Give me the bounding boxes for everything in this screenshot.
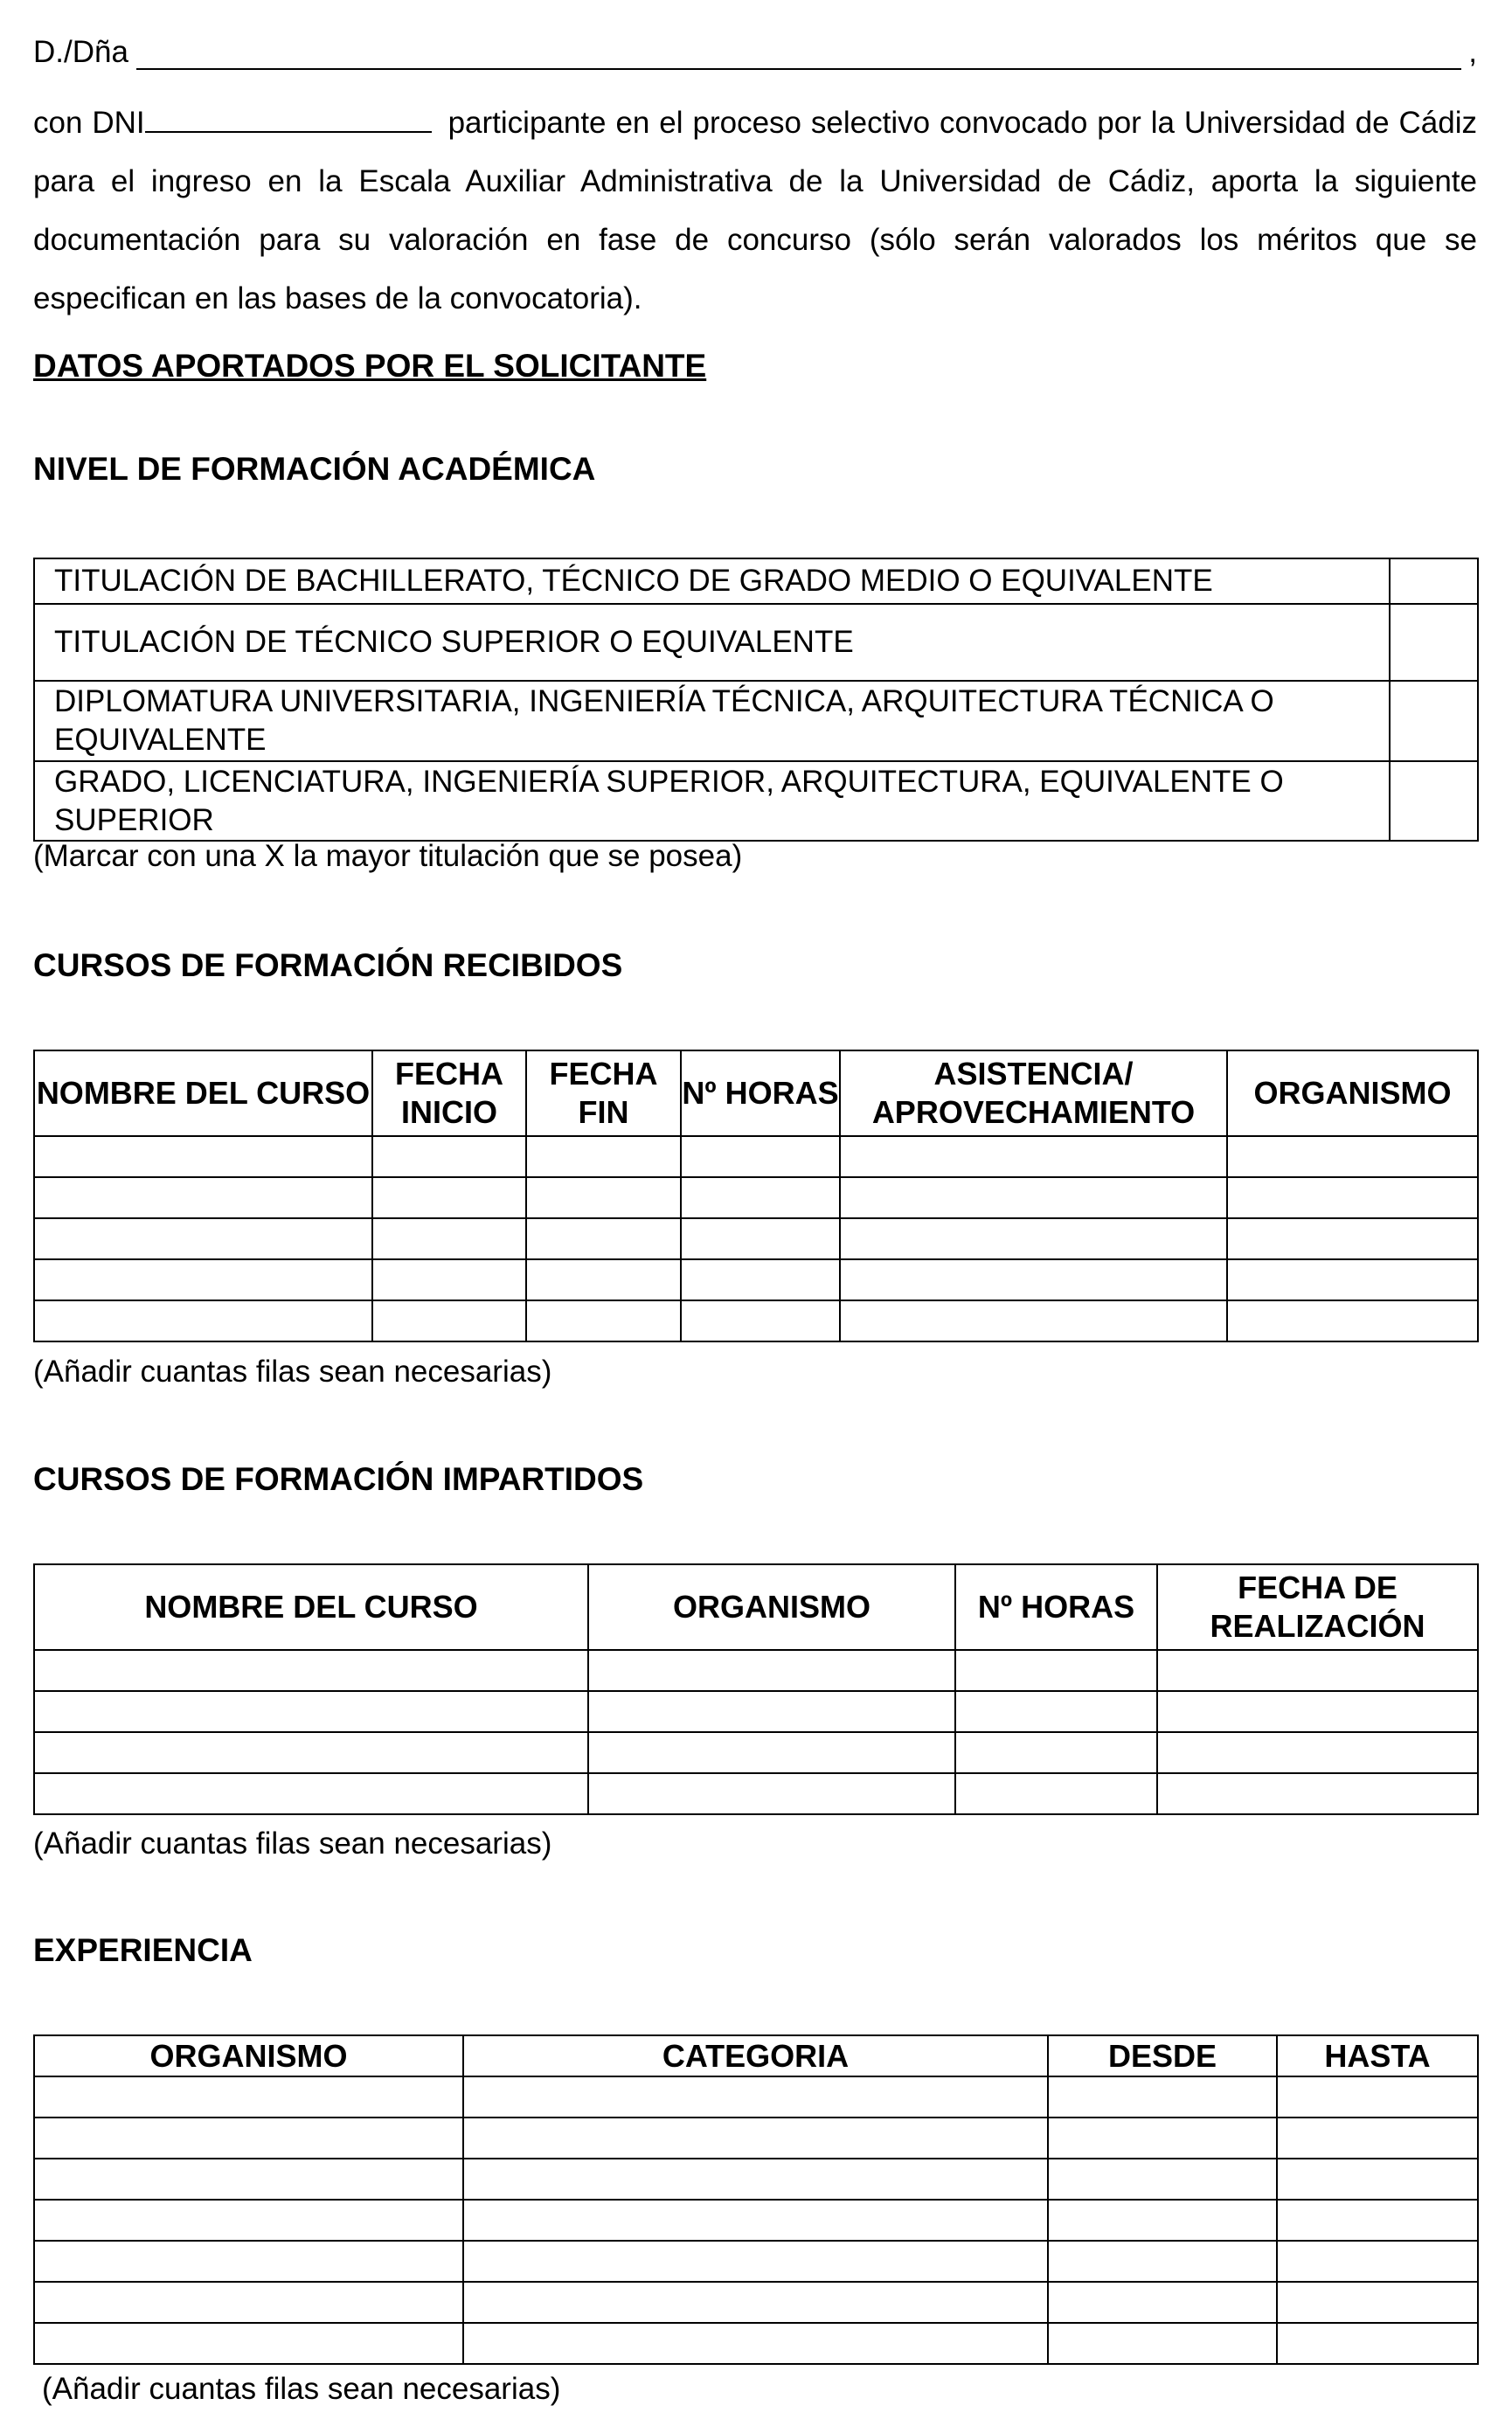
table-cell[interactable] xyxy=(34,1691,588,1732)
intro-text: participante en el proceso selectivo convocado por la Universidad de Cádiz para el ingreso en la Escala Auxiliar Administrativa de la Universidad de Cádiz, aporta la siguiente documentación para su valoración en fase de concurso (sólo serán valorados los méritos que se especifican en las bases de la convocatoria). xyxy=(33,106,1477,315)
table-row xyxy=(34,1218,1478,1259)
formacion-table xyxy=(33,558,1479,842)
table-cell[interactable] xyxy=(1277,2282,1478,2323)
column-header: FECHA INICIO xyxy=(372,1050,526,1136)
table-cell[interactable] xyxy=(1277,2159,1478,2200)
table-cell[interactable] xyxy=(955,1691,1157,1732)
recibidos-note: (Añadir cuantas filas sean necesarias) xyxy=(33,1355,552,1389)
impartidos-title: CURSOS DE FORMACIÓN IMPARTIDOS xyxy=(33,1461,644,1497)
column-header: FECHA DE REALIZACIÓN xyxy=(1157,1564,1478,1650)
table-cell[interactable] xyxy=(34,2118,463,2159)
column-header: DESDE xyxy=(1048,2035,1277,2076)
table-cell[interactable] xyxy=(34,1300,372,1341)
impartidos-header-row xyxy=(34,1564,1478,1650)
table-cell[interactable] xyxy=(1277,2076,1478,2118)
table-row xyxy=(34,2076,1478,2118)
table-cell[interactable] xyxy=(372,1259,526,1300)
table-cell[interactable] xyxy=(526,1259,681,1300)
formacion-note: (Marcar con una X la mayor titulación que se posea) xyxy=(33,839,743,873)
formacion-checkbox[interactable] xyxy=(1390,558,1478,604)
experiencia-header-row xyxy=(34,2035,1478,2076)
table-cell[interactable] xyxy=(1048,2118,1277,2159)
formacion-row xyxy=(34,604,1478,681)
table-cell[interactable] xyxy=(681,1136,840,1177)
column-header: CATEGORIA xyxy=(463,2035,1048,2076)
table-row xyxy=(34,2200,1478,2241)
table-cell[interactable] xyxy=(526,1177,681,1218)
datos-title: DATOS APORTADOS POR EL SOLICITANTE xyxy=(33,348,707,384)
table-cell[interactable] xyxy=(1227,1259,1478,1300)
table-cell[interactable] xyxy=(681,1300,840,1341)
table-cell[interactable] xyxy=(1157,1773,1478,1814)
impartidos-note: (Añadir cuantas filas sean necesarias) xyxy=(33,1826,552,1861)
experiencia-table xyxy=(33,2034,1479,2365)
impartidos-table xyxy=(33,1563,1479,1815)
table-cell[interactable] xyxy=(1227,1177,1478,1218)
table-row xyxy=(34,2241,1478,2282)
table-cell[interactable] xyxy=(463,2241,1048,2282)
formacion-row xyxy=(34,681,1478,761)
table-cell[interactable] xyxy=(1048,2323,1277,2364)
table-cell[interactable] xyxy=(34,1650,588,1691)
table-cell[interactable] xyxy=(588,1650,955,1691)
formacion-title: NIVEL DE FORMACIÓN ACADÉMICA xyxy=(33,451,596,487)
table-cell[interactable] xyxy=(1048,2159,1277,2200)
formacion-option-label: GRADO, LICENCIATURA, INGENIERÍA SUPERIOR, ARQUITECTURA, EQUIVALENTE O SUPERIOR xyxy=(34,761,1390,841)
table-cell[interactable] xyxy=(1227,1136,1478,1177)
table-cell[interactable] xyxy=(34,1259,372,1300)
table-cell[interactable] xyxy=(681,1259,840,1300)
table-cell[interactable] xyxy=(955,1732,1157,1773)
table-cell[interactable] xyxy=(1277,2241,1478,2282)
table-cell[interactable] xyxy=(955,1650,1157,1691)
name-label: D./Dña xyxy=(33,35,128,69)
table-cell[interactable] xyxy=(34,1218,372,1259)
table-cell[interactable] xyxy=(588,1691,955,1732)
recibidos-header-row xyxy=(34,1050,1478,1136)
table-cell[interactable] xyxy=(840,1218,1227,1259)
table-row xyxy=(34,1650,1478,1691)
table-cell[interactable] xyxy=(34,1773,588,1814)
table-row xyxy=(34,1300,1478,1341)
table-cell[interactable] xyxy=(1157,1650,1478,1691)
table-cell[interactable] xyxy=(463,2323,1048,2364)
table-row xyxy=(34,1136,1478,1177)
column-header: ASISTENCIA/ APROVECHAMIENTO xyxy=(840,1050,1227,1136)
table-cell[interactable] xyxy=(681,1218,840,1259)
table-row xyxy=(34,2159,1478,2200)
table-cell[interactable] xyxy=(1048,2241,1277,2282)
column-header: NOMBRE DEL CURSO xyxy=(34,1050,372,1136)
table-cell[interactable] xyxy=(372,1300,526,1341)
table-cell[interactable] xyxy=(526,1218,681,1259)
formacion-checkbox[interactable] xyxy=(1390,681,1478,761)
table-row xyxy=(34,2118,1478,2159)
column-header: ORGANISMO xyxy=(588,1564,955,1650)
table-cell[interactable] xyxy=(681,1177,840,1218)
table-row xyxy=(34,2282,1478,2323)
recibidos-title: CURSOS DE FORMACIÓN RECIBIDOS xyxy=(33,947,623,983)
table-cell[interactable] xyxy=(463,2159,1048,2200)
table-row xyxy=(34,1732,1478,1773)
table-cell[interactable] xyxy=(1048,2282,1277,2323)
table-cell[interactable] xyxy=(34,1136,372,1177)
table-cell[interactable] xyxy=(34,2241,463,2282)
formacion-row xyxy=(34,558,1478,604)
column-header: ORGANISMO xyxy=(34,2035,463,2076)
column-header: Nº HORAS xyxy=(681,1050,840,1136)
table-cell[interactable] xyxy=(34,2323,463,2364)
table-cell[interactable] xyxy=(1277,2118,1478,2159)
table-row xyxy=(34,2323,1478,2364)
table-cell[interactable] xyxy=(372,1177,526,1218)
table-row xyxy=(34,1691,1478,1732)
table-cell[interactable] xyxy=(372,1136,526,1177)
table-cell[interactable] xyxy=(840,1177,1227,1218)
table-cell[interactable] xyxy=(372,1218,526,1259)
table-cell[interactable] xyxy=(34,2282,463,2323)
table-cell[interactable] xyxy=(1157,1732,1478,1773)
column-header: Nº HORAS xyxy=(955,1564,1157,1650)
dni-label: con DNI xyxy=(33,106,145,140)
formacion-option-label: DIPLOMATURA UNIVERSITARIA, INGENIERÍA TÉCNICA, ARQUITECTURA TÉCNICA O EQUIVALENTE xyxy=(34,681,1390,761)
experiencia-title: EXPERIENCIA xyxy=(33,1932,253,1968)
formacion-option-label: TITULACIÓN DE TÉCNICO SUPERIOR O EQUIVALENTE xyxy=(34,604,1390,681)
table-cell[interactable] xyxy=(1227,1300,1478,1341)
table-cell[interactable] xyxy=(1048,2076,1277,2118)
table-cell[interactable] xyxy=(463,2118,1048,2159)
column-header: HASTA xyxy=(1277,2035,1478,2076)
formacion-checkbox[interactable] xyxy=(1390,604,1478,681)
column-header: FECHA FIN xyxy=(526,1050,681,1136)
table-cell[interactable] xyxy=(1227,1218,1478,1259)
formacion-checkbox[interactable] xyxy=(1390,761,1478,841)
column-header: NOMBRE DEL CURSO xyxy=(34,1564,588,1650)
table-cell[interactable] xyxy=(34,2200,463,2241)
table-cell[interactable] xyxy=(955,1773,1157,1814)
formacion-option-label: TITULACIÓN DE BACHILLERATO, TÉCNICO DE GRADO MEDIO O EQUIVALENTE xyxy=(34,558,1390,604)
dni-field[interactable] xyxy=(145,105,432,133)
formacion-row xyxy=(34,761,1478,841)
table-cell[interactable] xyxy=(1157,1691,1478,1732)
table-cell[interactable] xyxy=(1048,2200,1277,2241)
table-cell[interactable] xyxy=(34,2159,463,2200)
table-cell[interactable] xyxy=(526,1300,681,1341)
table-row xyxy=(34,1773,1478,1814)
table-cell[interactable] xyxy=(840,1259,1227,1300)
table-row xyxy=(34,1177,1478,1218)
table-cell[interactable] xyxy=(34,1177,372,1218)
table-cell[interactable] xyxy=(463,2282,1048,2323)
table-cell[interactable] xyxy=(840,1136,1227,1177)
table-cell[interactable] xyxy=(34,2076,463,2118)
table-cell[interactable] xyxy=(1277,2200,1478,2241)
name-field[interactable] xyxy=(136,68,1461,70)
recibidos-table xyxy=(33,1050,1479,1342)
table-cell[interactable] xyxy=(840,1300,1227,1341)
table-row xyxy=(34,1259,1478,1300)
table-cell[interactable] xyxy=(34,1732,588,1773)
table-cell[interactable] xyxy=(588,1732,955,1773)
column-header: ORGANISMO xyxy=(1227,1050,1478,1136)
table-cell[interactable] xyxy=(463,2200,1048,2241)
table-cell[interactable] xyxy=(463,2076,1048,2118)
intro-paragraph xyxy=(33,94,1477,328)
name-comma: , xyxy=(1468,35,1477,69)
table-cell[interactable] xyxy=(526,1136,681,1177)
experiencia-note: (Añadir cuantas filas sean necesarias) xyxy=(42,2372,561,2406)
table-cell[interactable] xyxy=(1277,2323,1478,2364)
table-cell[interactable] xyxy=(588,1773,955,1814)
name-line xyxy=(33,35,1477,73)
